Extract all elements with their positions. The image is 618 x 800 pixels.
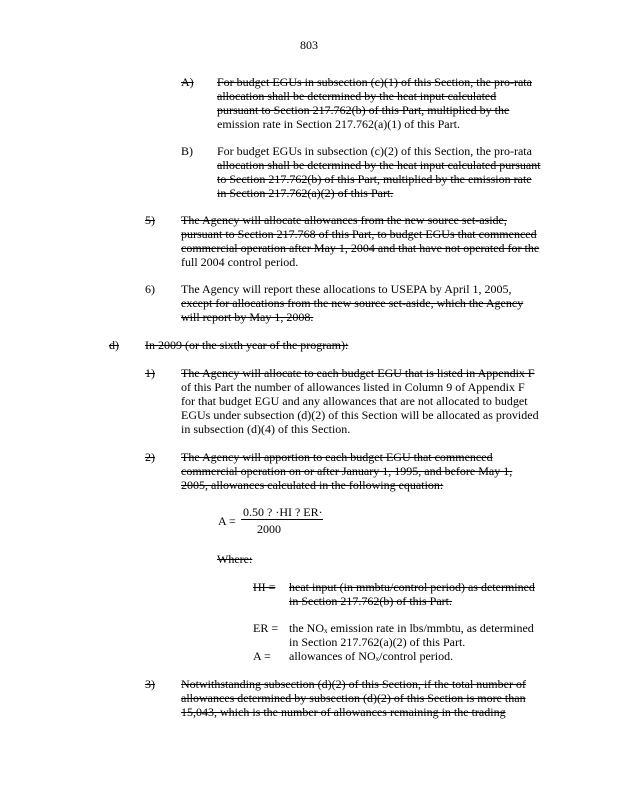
item-5-line-1: The Agency will allocate allowances from the new source set-aside,	[181, 213, 507, 227]
page-number: 803	[300, 38, 318, 52]
def-A-line-1: allowances of NOₓ/control period.	[289, 649, 454, 663]
item-label-6: 6)	[145, 282, 155, 296]
def-HI-line-2: in Section 217.762(b) of this Part.	[289, 594, 452, 608]
def-ER-line-2: in Section 217.762(a)(2) of this Part.	[289, 635, 466, 649]
def-desc-A	[289, 649, 453, 663]
def-desc-ER	[289, 621, 534, 649]
item-label-A: A)	[181, 75, 194, 89]
item-d3-text	[181, 677, 541, 719]
item-5-line-2: pursuant to Section 217.768 of this Part, to budget EGUs that commenced	[181, 227, 537, 241]
item-label-d3: 3)	[145, 677, 155, 691]
item-B-text	[217, 144, 541, 200]
item-d1-text	[181, 366, 541, 436]
item-d1-line-4: EGUs under subsection (d)(2) of this Section will be allocated as provided	[181, 408, 539, 422]
item-d-text: In 2009 (or the sixth year of the program):	[145, 338, 349, 352]
item-5-text	[181, 213, 541, 269]
def-ER-line-1: the NOₓ emission rate in lbs/mmbtu, as determined	[289, 621, 534, 635]
item-A-text	[217, 75, 532, 131]
item-d1-line-5: in subsection (d)(4) of this Section.	[181, 422, 351, 436]
item-label-B: B)	[181, 144, 193, 158]
equation-denominator: 2000	[257, 522, 281, 536]
def-sym-HI: HI =	[253, 580, 276, 594]
item-B-line-1: For budget EGUs in subsection (c)(2) of this Section, the pro-rata	[217, 144, 532, 158]
item-d2-text	[181, 450, 541, 492]
item-d2-line-2: commercial operation on or after January 1, 1995, and before May 1,	[181, 464, 513, 478]
item-d3-line-1: Notwithstanding subsection (d)(2) of this Section, if the total number of	[181, 677, 526, 691]
item-d1-line-2: of this Part the number of allowances listed in Column 9 of Appendix F	[181, 380, 525, 394]
item-d2-line-1: The Agency will apportion to each budget EGU that commenced	[181, 450, 493, 464]
def-sym-ER: ER =	[253, 621, 279, 635]
item-B-line-4: in Section 217.762(a)(2) of this Part.	[217, 186, 394, 200]
item-A-line-3: pursuant to Section 217.762(b) of this Part, multiplied by the	[217, 103, 510, 117]
where-label: Where:	[217, 552, 253, 566]
item-6-text	[181, 282, 541, 324]
item-A-line-2: allocation shall be determined by the heat input calculated	[217, 89, 497, 103]
equation-numerator: 0.50 ? ·HI ? ER·	[243, 505, 323, 519]
item-d3-line-3: 15,043, which is the number of allowances remaining in the trading	[181, 705, 506, 719]
item-A-line-4: emission rate in Section 217.762(a)(1) of this Part.	[217, 117, 460, 131]
fraction-bar	[241, 519, 323, 520]
item-d2-line-3: 2005, allowances calculated in the following equation:	[181, 478, 444, 492]
item-B-line-3: to Section 217.762(b) of this Part, multiplied by the emission rate	[217, 172, 532, 186]
equation-lhs: A =	[218, 514, 236, 528]
item-d1-line-1: The Agency will allocate to each budget EGU that is listed in Appendix F	[181, 366, 535, 380]
item-d1-line-3: for that budget EGU and any allowances that are not allocated to budget	[181, 394, 528, 408]
item-d3-line-2: allowances determined by subsection (d)(2) of this Section is more than	[181, 691, 526, 705]
item-label-d1: 1)	[145, 366, 155, 380]
item-label-d: d)	[109, 338, 119, 352]
item-B-line-2: allocation shall be determined by the heat input calculated pursuant	[217, 158, 541, 172]
item-label-5: 5)	[145, 213, 155, 227]
item-5-line-3: commercial operation after May 1, 2004 and that have not operated for the	[181, 241, 540, 255]
def-HI-line-1: heat input (in mmbtu/control period) as determined	[289, 580, 535, 594]
item-6-line-3: will report by May 1, 2008.	[181, 310, 314, 324]
def-sym-A: A =	[253, 649, 271, 663]
item-6-line-2: except for allocations from the new source set-aside, which the Agency	[181, 296, 524, 310]
item-5-line-4: full 2004 control period.	[181, 255, 299, 269]
item-A-line-1: For budget EGUs in subsection (c)(1) of this Section, the pro-rata	[217, 75, 532, 89]
item-label-d2: 2)	[145, 450, 155, 464]
item-6-line-1: The Agency will report these allocations to USEPA by April 1, 2005,	[181, 282, 512, 296]
def-desc-HI	[289, 580, 535, 608]
